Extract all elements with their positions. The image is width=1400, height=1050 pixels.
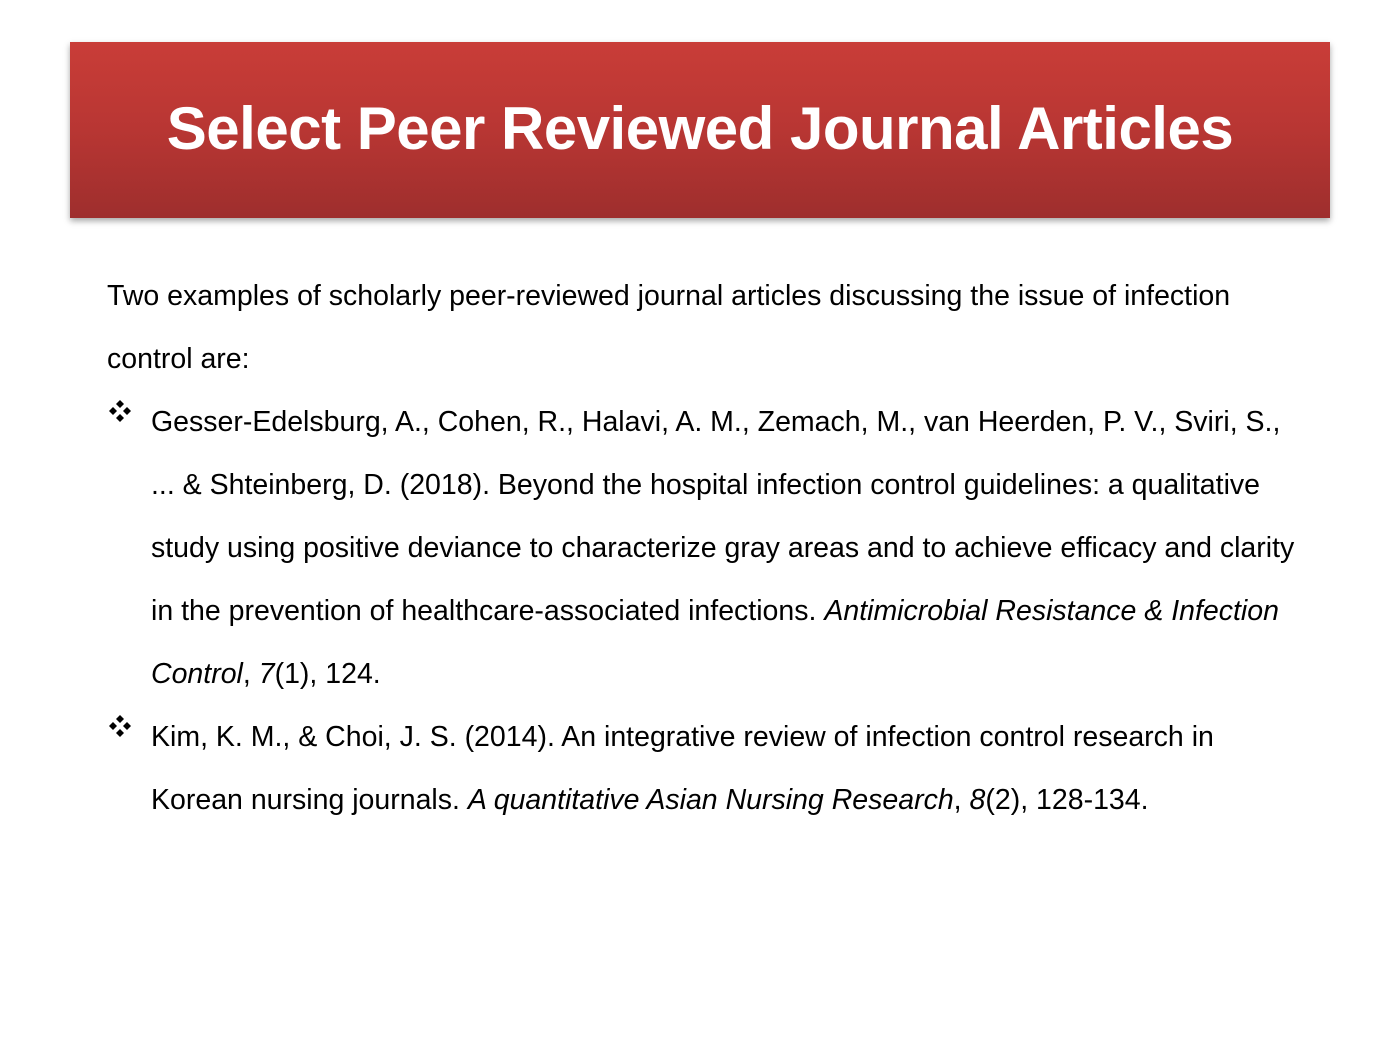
- slide-title: Select Peer Reviewed Journal Articles: [166, 94, 1234, 162]
- issue-pages: (1), 124.: [274, 658, 381, 690]
- reference-item-2: [107, 706, 1307, 832]
- journal-volume: 7: [258, 658, 275, 690]
- journal-title: A quantitative Asian Nursing Research: [467, 784, 954, 816]
- reference-separator: ,: [953, 784, 970, 816]
- reference-text: Gesser-Edelsburg, A., Cohen, R., Halavi, A. M., Zemach, M., van Heerden, P. V., Sviri, S., ... & Shteinberg, D. (2018). Beyond the hospital infection control guidelines: a qualitative study using positive deviance to characterize gray areas and to achieve efficacy and clarity in the prevention of healthcare-associated infections.: [151, 406, 1295, 627]
- reference-list: [107, 391, 1307, 832]
- journal-title: Antimicrobial Resistance & Infection Control: [151, 595, 1279, 690]
- journal-volume: 8: [969, 784, 986, 816]
- issue-pages: (2), 128-134.: [985, 784, 1149, 816]
- intro-text: Two examples of scholarly peer-reviewed journal articles discussing the issue of infection control are:: [107, 280, 1231, 375]
- title-banner: [70, 42, 1330, 218]
- reference-item-1: [107, 391, 1307, 706]
- slide-body: [107, 265, 1307, 832]
- four-diamond-bullet-icon: [107, 379, 133, 442]
- reference-separator: ,: [242, 658, 259, 690]
- reference-text: Kim, K. M., & Choi, J. S. (2014). An integrative review of infection control research in Korean nursing journals.: [151, 721, 1214, 816]
- four-diamond-bullet-icon: [107, 694, 133, 757]
